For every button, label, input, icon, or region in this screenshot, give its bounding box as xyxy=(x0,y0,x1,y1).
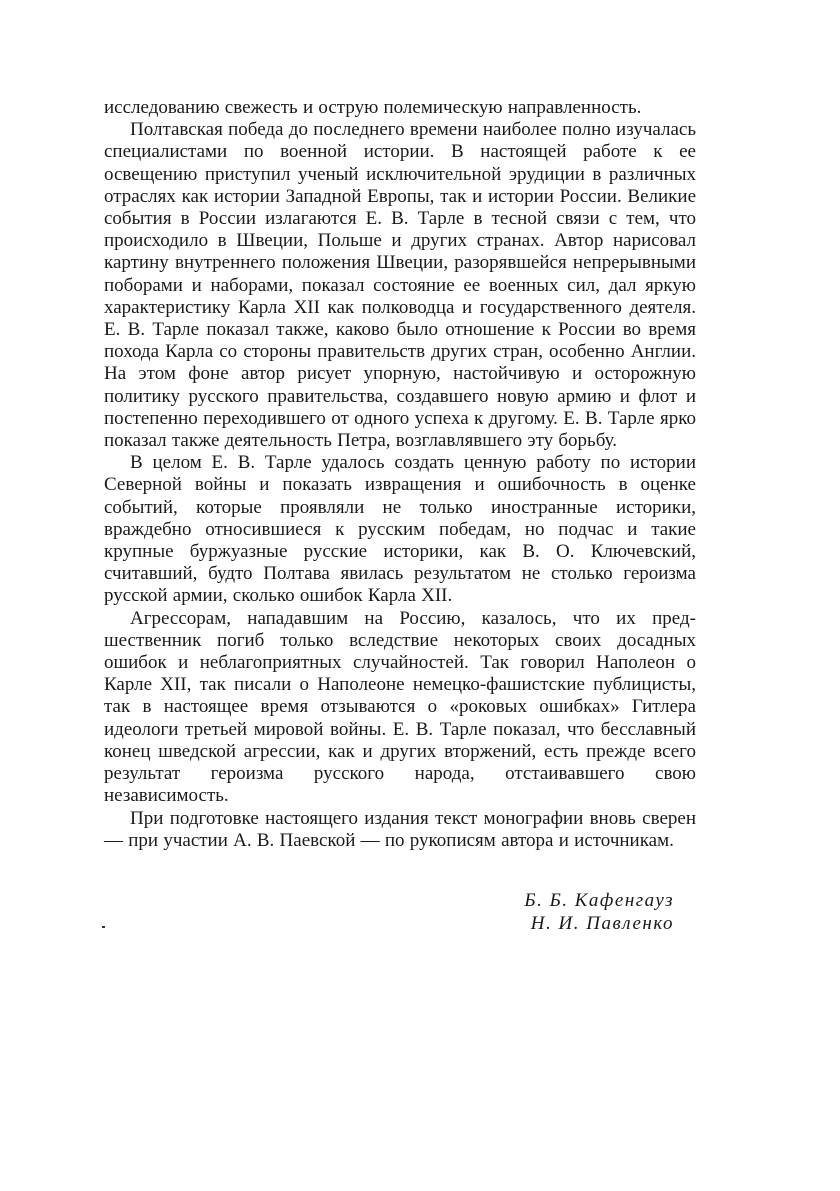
paragraph-poltava-victory: Полтавская победа до последнего времени наиболее полно изучалась специалистами по военной истории. В настоящей работе к ее освещению приступил ученый исключительной эрудиции в различных отраслях как истории Западной Европы, так и истории России. Великие события в России излагаются Е. В. Тарле в тесной связи с тем, что происходило в Швеции, Польше и других странах. Автор нарисовал картину внутреннего положения Швеции, разорявшейся непрерывными поборами и наборами, показал состояние ее военных сил, дал яркую характеристику Карла XII как полководца и государственного деятеля. Е. В. Тарле показал также, каково было отношение к России во время похода Карла со стороны правительств других стран, особенно Англии. На этом фоне автор рисует упорную, настойчивую и осторожную политику русского правительства, создавшего новую армию и флот и постепенно переходившего от одного успеха к другому. Е. В. Тарле ярко показал также деятельность Петра, возглавлявшего эту борьбу. xyxy=(104,119,696,452)
margin-mark xyxy=(102,926,105,928)
signature-block xyxy=(104,890,674,935)
signature-kafengauz: Б. Б. Кафенгауз xyxy=(524,890,674,911)
paragraph-continuation: исследованию свежесть и острую полемическую направленность. xyxy=(104,97,642,118)
paragraph-northern-war: В целом Е. В. Тарле удалось создать ценную работу по истории Северной войны и показать извращения и ошибочность в оценке событий, которые проявляли не только иностранные историки, враждебно относившиеся к русским победам, но подчас и такие крупные буржуазные русские историки, как В. О. Ключевский, считавший, будто Полтава явилась результатом не столько героизма русской армии, сколько ошибок Карла XII. xyxy=(104,452,696,607)
document-body xyxy=(104,97,696,852)
paragraph-aggressors: Агрессорам, нападавшим на Россию, казалось, что их предшественник погиб только вследствие некоторых своих досадных ошибок и неблагоприятных случайностей. Так говорил Наполеон о Карле XII, так писали о Наполеоне немецко-фашистские публицисты, так в настоящее время отзываются о «роковых ошибках» Гитлера идеологи третьей мировой войны. Е. В. Тарле показал, что бесславный конец шведской агрессии, как и других вторжений, есть прежде всего результат героизма русского народа, отстаивавшего свою независимость. xyxy=(104,607,696,807)
signature-pavlenko: Н. И. Павленко xyxy=(530,912,674,934)
paragraph-edition-note: При подготовке настоящего издания текст монографии вновь сверен — при участии А. В. Паевской — по рукописям автора и источникам. xyxy=(104,807,696,851)
